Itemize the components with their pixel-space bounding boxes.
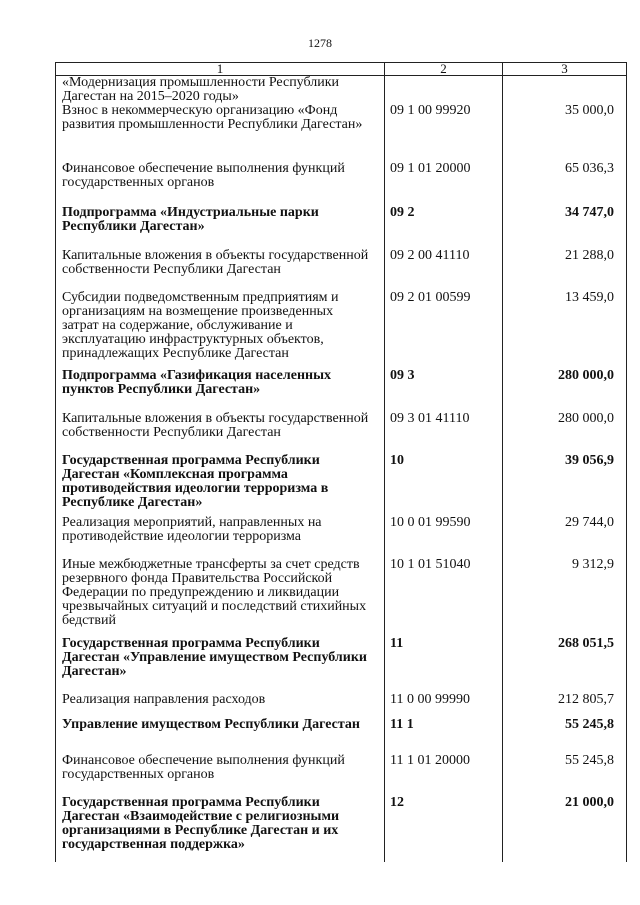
row-name: Государственная программа Республики Дагестан «Комплексная программа противодействия идеологии терроризма в Республике Дагестан» (56, 454, 385, 516)
row-code: 10 (385, 454, 503, 516)
table-row (56, 206, 627, 249)
row-name: Подпрограмма «Индустриальные парки Республики Дагестан» (56, 206, 385, 249)
row-name: Финансовое обеспечение выполнения функций государственных органов (56, 754, 385, 796)
row-name: Реализация мероприятий, направленных на противодействие идеологии терроризма (56, 516, 385, 558)
table-header-row (56, 63, 627, 76)
row-name: Реализация направления расходов (56, 693, 385, 718)
table-row (56, 369, 627, 412)
row-amount: 21 288,0 (503, 249, 627, 291)
table-row (56, 454, 627, 516)
row-code: 09 3 (385, 369, 503, 412)
row-name: Подпрограмма «Газификация населенных пунктов Республики Дагестан» (56, 369, 385, 412)
row-amount (503, 76, 627, 105)
row-name: Иные межбюджетные трансферты за счет средств резервного фонда Правительства Российской Федерации по предупреждению и ликвидации чрезвычайных ситуаций и последствий стихийных бедствий (56, 558, 385, 637)
table-row (56, 162, 627, 206)
row-name: Управление имуществом Республики Дагестан (56, 718, 385, 754)
column-header-3: 3 (503, 63, 627, 76)
row-amount: 34 747,0 (503, 206, 627, 249)
row-code: 11 0 00 99990 (385, 693, 503, 718)
row-amount: 21 000,0 (503, 796, 627, 862)
table-row (56, 796, 627, 862)
row-code: 10 1 01 51040 (385, 558, 503, 637)
table-row (56, 637, 627, 693)
row-code: 09 2 01 00599 (385, 291, 503, 369)
row-amount: 268 051,5 (503, 637, 627, 693)
row-code: 11 1 (385, 718, 503, 754)
row-code: 11 1 01 20000 (385, 754, 503, 796)
budget-table (55, 62, 627, 862)
table-row (56, 754, 627, 796)
row-code: 09 2 (385, 206, 503, 249)
row-code: 09 3 01 41110 (385, 412, 503, 454)
table-row (56, 693, 627, 718)
row-amount: 39 056,9 (503, 454, 627, 516)
row-code: 09 1 01 20000 (385, 162, 503, 206)
table-row (56, 558, 627, 637)
row-code: 10 0 01 99590 (385, 516, 503, 558)
row-name: «Модернизация промышленности Республики Дагестан на 2015–2020 годы» (56, 76, 385, 105)
column-header-1: 1 (56, 63, 385, 76)
row-amount: 212 805,7 (503, 693, 627, 718)
row-name: Субсидии подведомственным предприятиям и организациям на возмещение произведенных затрат на содержание, обслуживание и эксплуатацию инфраструктурных объектов, принадлежащих Республике Дагестан (56, 291, 385, 369)
table-row (56, 291, 627, 369)
column-header-2: 2 (385, 63, 503, 76)
row-name: Государственная программа Республики Дагестан «Взаимодействие с религиозными организациями в Республике Дагестан и их государственная поддержка» (56, 796, 385, 862)
row-name: Капитальные вложения в объекты государственной собственности Республики Дагестан (56, 412, 385, 454)
row-amount: 65 036,3 (503, 162, 627, 206)
table-row (56, 516, 627, 558)
table-row (56, 104, 627, 162)
table-row (56, 76, 627, 105)
row-code: 09 1 00 99920 (385, 104, 503, 162)
row-name: Капитальные вложения в объекты государственной собственности Республики Дагестан (56, 249, 385, 291)
row-amount: 55 245,8 (503, 754, 627, 796)
row-code: 11 (385, 637, 503, 693)
table-row (56, 249, 627, 291)
row-amount: 280 000,0 (503, 369, 627, 412)
row-amount: 29 744,0 (503, 516, 627, 558)
row-amount: 55 245,8 (503, 718, 627, 754)
row-code (385, 76, 503, 105)
table-row (56, 718, 627, 754)
row-name: Государственная программа Республики Дагестан «Управление имуществом Республики Дагестан» (56, 637, 385, 693)
table-row (56, 412, 627, 454)
page-number: 1278 (308, 36, 332, 50)
row-amount: 9 312,9 (503, 558, 627, 637)
row-name: Финансовое обеспечение выполнения функций государственных органов (56, 162, 385, 206)
row-code: 12 (385, 796, 503, 862)
row-amount: 280 000,0 (503, 412, 627, 454)
row-amount: 35 000,0 (503, 104, 627, 162)
row-code: 09 2 00 41110 (385, 249, 503, 291)
table-body (56, 76, 627, 863)
row-name: Взнос в некоммерческую организацию «Фонд развития промышленности Республики Дагестан» (56, 104, 385, 162)
row-amount: 13 459,0 (503, 291, 627, 369)
